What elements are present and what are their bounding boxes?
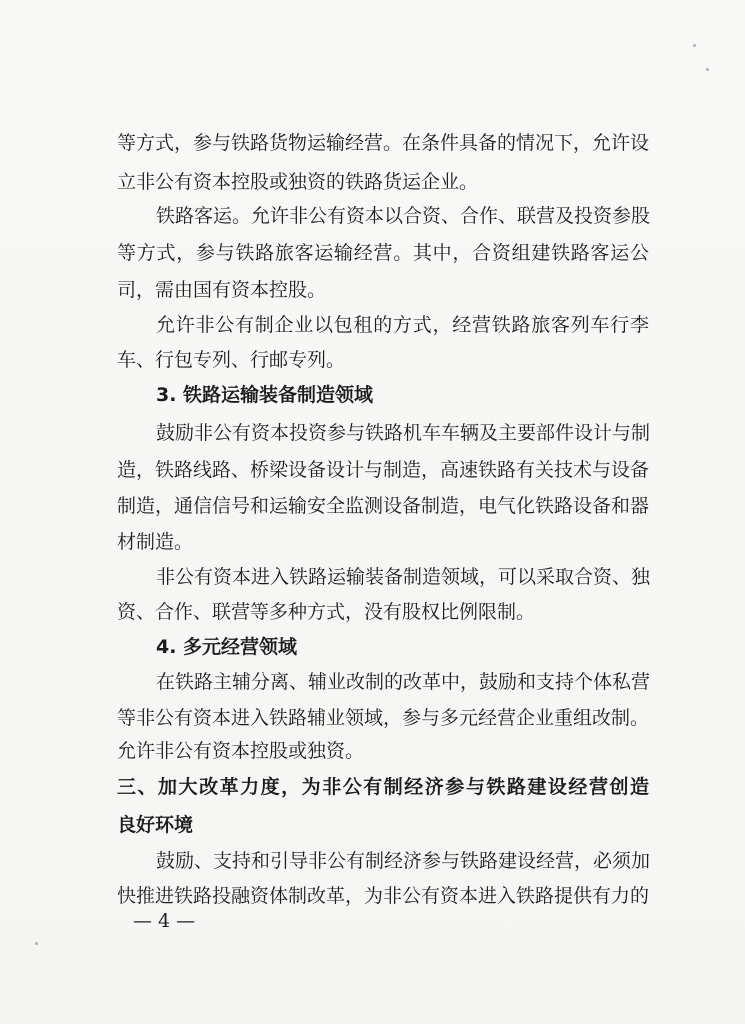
text-line-11: 制造，通信信号和运输安全监测设备制造，电气化铁路设备和器 (117, 495, 650, 517)
text-line-17: 等非公有资本进入铁路辅业领域，参与多元经营企业重组改制。 (117, 707, 650, 729)
page-number: — 4 — (133, 910, 196, 932)
subheading-diversified-operations: 4. 多元经营领域 (156, 636, 298, 658)
section-heading-three: 三、加大改革力度，为非公有制经济参与铁路建设经营创造 (117, 776, 649, 798)
text-line-1: 等方式，参与铁路货物运输经营。在条件具备的情况下，允许设 (117, 132, 650, 154)
scan-speck (35, 942, 38, 945)
text-line-22: 快推进铁路投融资体制改革，为非公有资本进入铁路提供有力的 (117, 885, 650, 907)
text-line-16: 在铁路主辅分离、辅业改制的改革中，鼓励和支持个体私营 (156, 671, 651, 693)
section-heading-three-cont: 良好环境 (117, 814, 194, 836)
text-line-7: 车、行包专列、行邮专列。 (117, 349, 346, 371)
text-line-9: 鼓励非公有资本投资参与铁路机车车辆及主要部件设计与制 (156, 422, 651, 444)
text-line-10: 造，铁路线路、桥梁设备设计与制造，高速铁路有关技术与设备 (117, 459, 650, 481)
text-line-4: 等方式，参与铁路旅客运输经营。其中，合资组建铁路客运公 (117, 242, 649, 264)
scan-speck (693, 44, 696, 47)
subheading-railway-equipment: 3. 铁路运输装备制造领域 (156, 384, 374, 406)
text-line-13: 非公有资本进入铁路运输装备制造领域，可以采取合资、独 (156, 566, 651, 588)
text-line-3: 铁路客运。允许非公有资本以合资、合作、联营及投资参股 (156, 205, 651, 227)
text-line-14: 资、合作、联营等多种方式，没有股权比例限制。 (117, 601, 536, 623)
scan-speck (706, 68, 709, 71)
text-line-12: 材制造。 (117, 531, 194, 553)
text-line-21: 鼓励、支持和引导非公有制经济参与铁路建设经营，必须加 (156, 850, 651, 872)
text-line-2: 立非公有资本控股或独资的铁路货运企业。 (117, 171, 479, 193)
text-line-6: 允许非公有制企业以包租的方式，经营铁路旅客列车行李 (156, 314, 649, 336)
text-line-18: 允许非公有资本控股或独资。 (117, 740, 365, 762)
text-line-5: 司，需由国有资本控股。 (117, 279, 327, 301)
